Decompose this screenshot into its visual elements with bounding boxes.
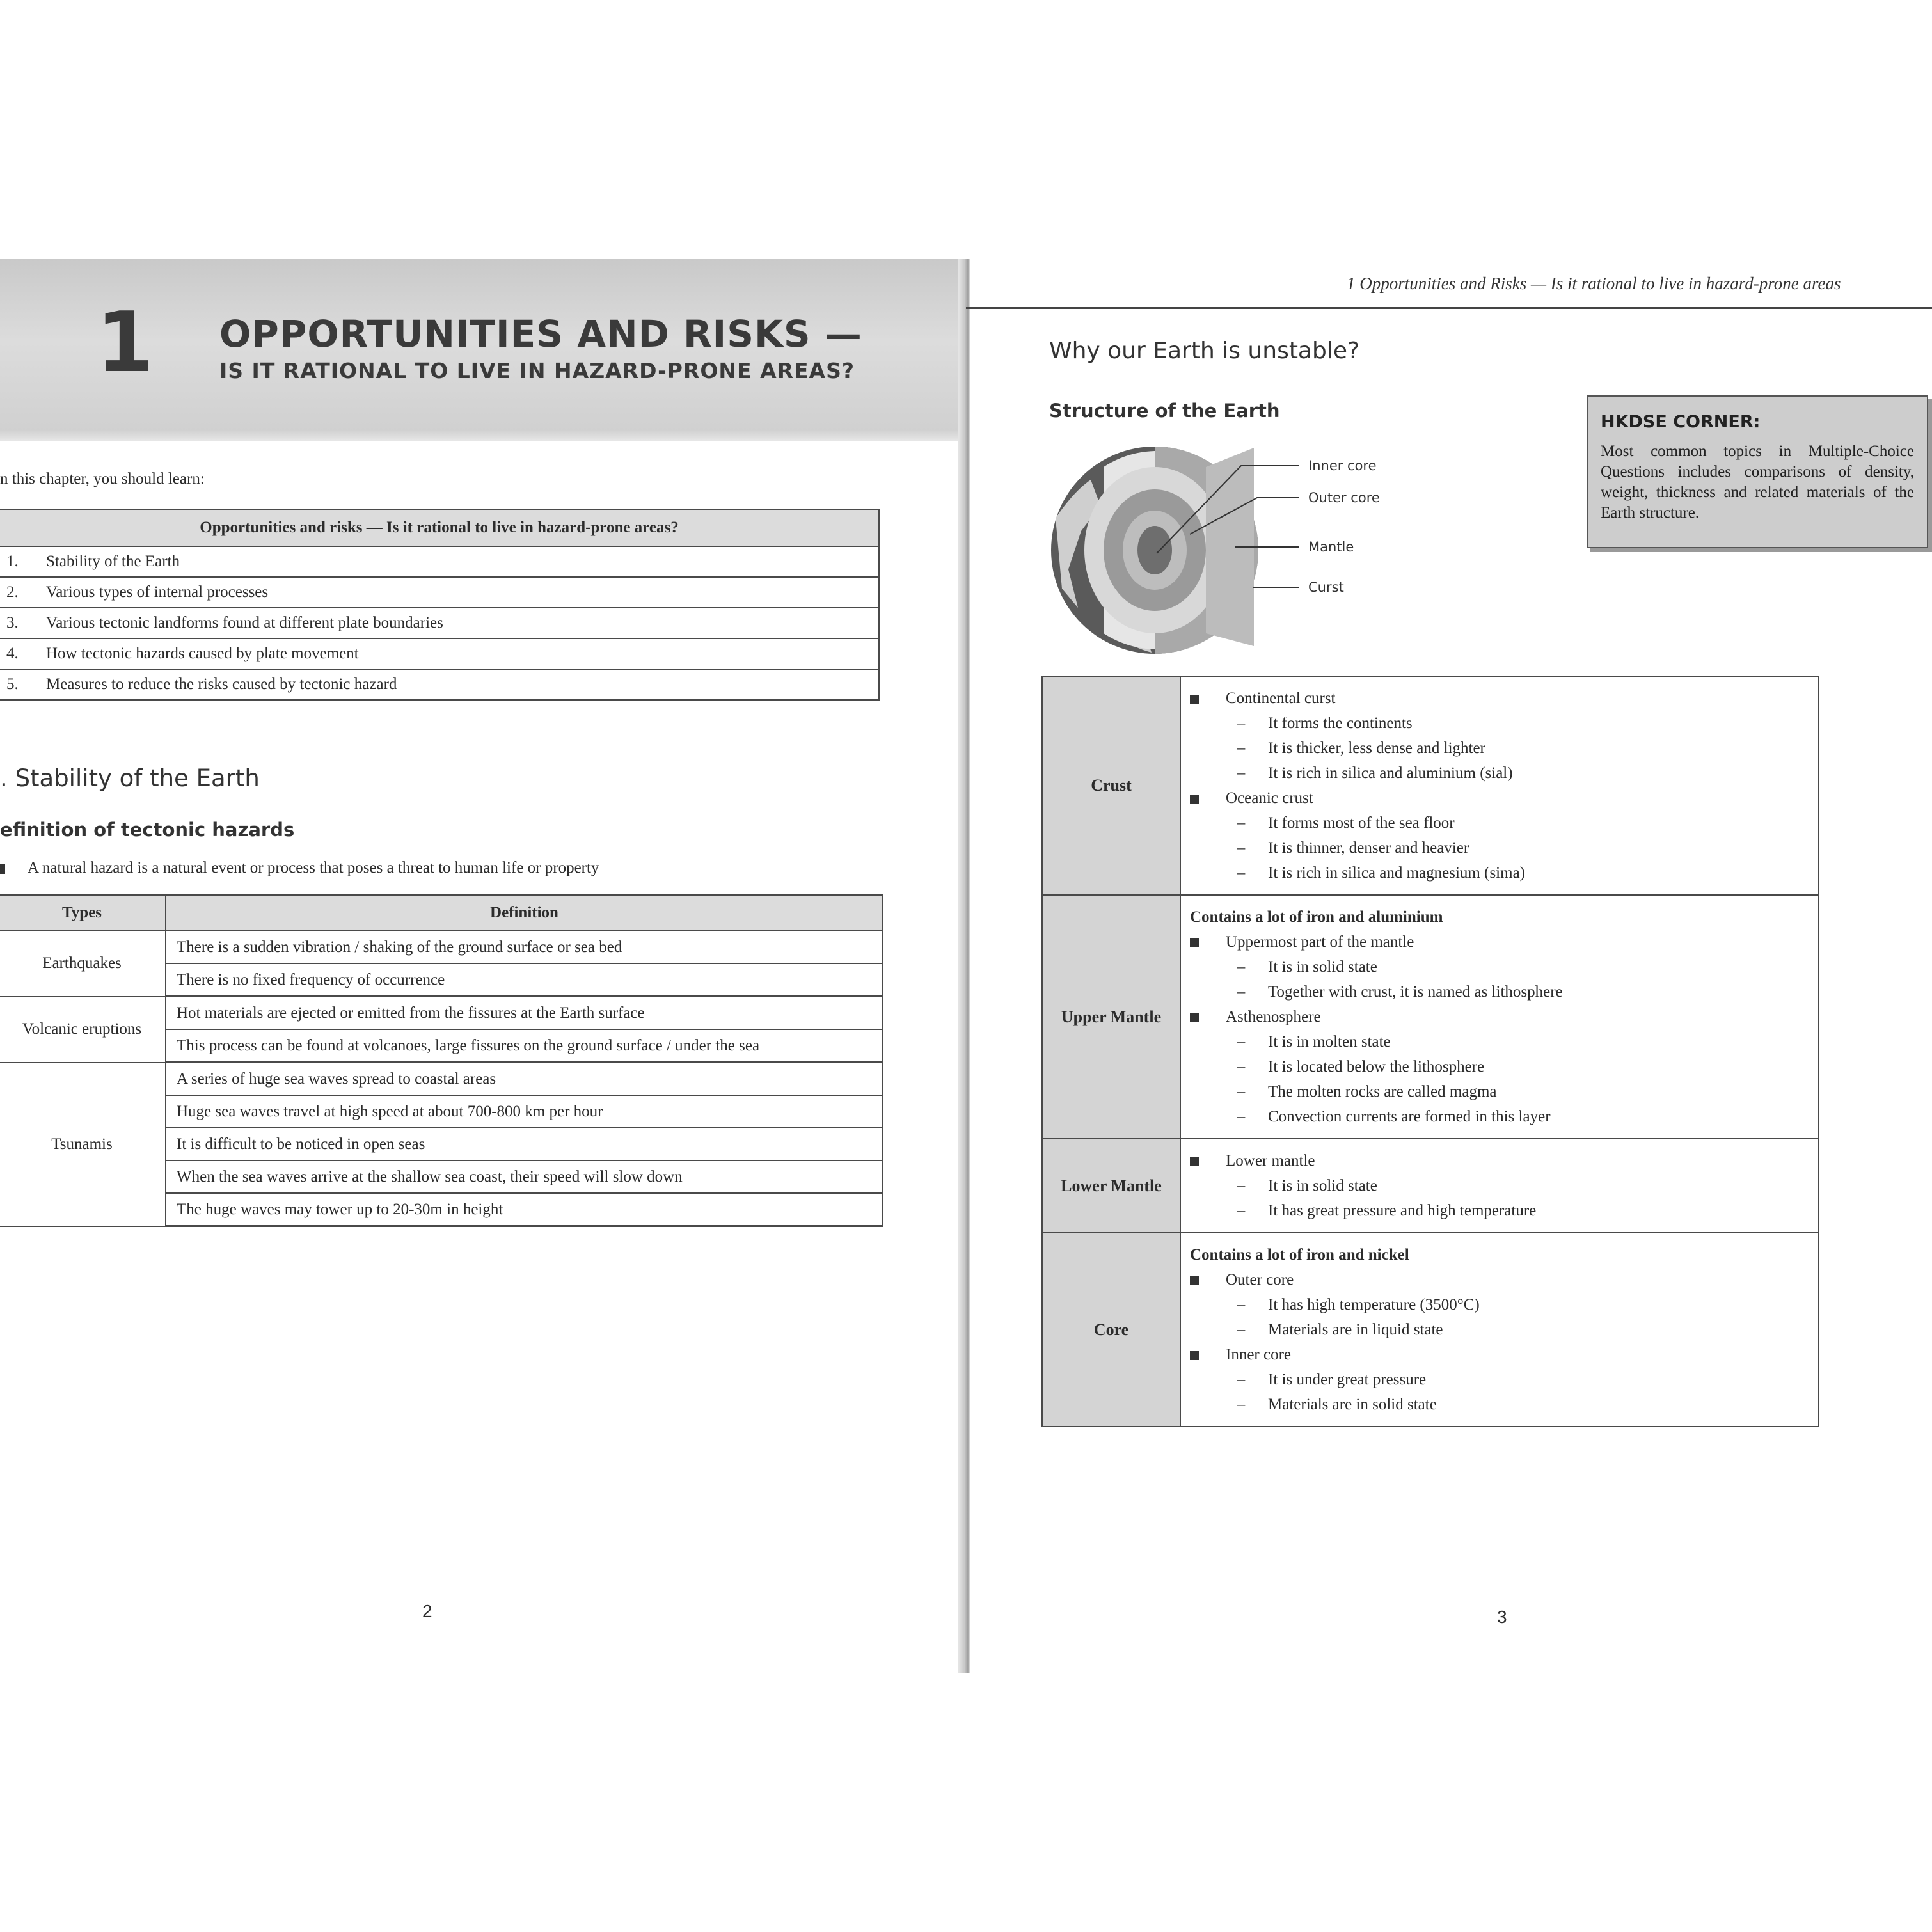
sub-bullet-item	[1190, 1104, 1807, 1129]
row-number: 5.	[0, 669, 40, 700]
chapter-number: 1	[96, 294, 154, 391]
mantle-label: Mantle	[1308, 539, 1354, 555]
bullet-icon	[0, 864, 5, 874]
row-text: Measures to reduce the risks caused by tectonic hazard	[40, 669, 879, 700]
sub-bullet-item	[1190, 1079, 1807, 1104]
sub-bullet-text: Together with crust, it is named as lithosphere	[1268, 983, 1563, 1001]
section-subtitle: efinition of tectonic hazards	[0, 819, 295, 841]
row-text: How tectonic hazards caused by plate movement	[40, 638, 879, 669]
sub-bullet-text: It is located below the lithosphere	[1268, 1058, 1485, 1075]
table-row	[0, 997, 883, 1030]
table-row	[0, 1063, 883, 1096]
crust-label: Curst	[1308, 580, 1344, 595]
header-rule	[966, 307, 1932, 309]
layer-details	[1180, 895, 1819, 1139]
row-number: 3.	[0, 608, 40, 638]
hazard-definition-cell: Hot materials are ejected or emitted from the fissures at the Earth surface	[166, 997, 883, 1030]
table-row	[0, 669, 879, 700]
sub-bullet-text: It is rich in silica and magnesium (sima)	[1268, 864, 1525, 882]
running-head: 1 Opportunities and Risks — Is it rational to live in hazard-prone areas	[1347, 274, 1841, 293]
types-column-header: Types	[0, 895, 166, 931]
sub-bullet-text: It has great pressure and high temperature	[1268, 1202, 1537, 1219]
hazard-type: Volcanic eruptions	[0, 997, 166, 1063]
table-row	[0, 577, 879, 608]
dash-icon: –	[1237, 1033, 1246, 1050]
page-number: 2	[422, 1601, 432, 1621]
hazard-types-table	[0, 894, 883, 1227]
topic-title: Why our Earth is unstable?	[1049, 338, 1360, 364]
hazard-definition-cell: Huge sea waves travel at high speed at about 700-800 km per hour	[166, 1095, 883, 1128]
square-bullet-icon	[1190, 795, 1199, 804]
sub-bullet-text: Materials are in solid state	[1268, 1396, 1437, 1413]
row-number: 4.	[0, 638, 40, 669]
dash-icon: –	[1237, 1202, 1246, 1219]
dash-icon: –	[1237, 1396, 1246, 1413]
sub-bullet-item	[1190, 1198, 1807, 1223]
hazard-definition-cell: It is difficult to be noticed in open seas	[166, 1128, 883, 1160]
sub-bullet-text: It forms the continents	[1268, 715, 1413, 732]
learning-table-header: Opportunities and risks — Is it rational to live in hazard-prone areas?	[0, 509, 879, 546]
layer-heading: Contains a lot of iron and nickel	[1190, 1246, 1409, 1263]
sub-bullet-text: Materials are in liquid state	[1268, 1321, 1443, 1338]
dash-icon: –	[1237, 1108, 1246, 1125]
sub-bullet-item	[1190, 711, 1807, 736]
structure-title: Structure of the Earth	[1049, 400, 1280, 422]
layer-details	[1180, 1139, 1819, 1233]
dash-icon: –	[1237, 715, 1246, 732]
bullet-text: Outer core	[1226, 1271, 1294, 1288]
layer-details	[1180, 1233, 1819, 1427]
layer-name: Lower Mantle	[1042, 1139, 1180, 1233]
hazard-definition-cell: There is no fixed frequency of occurrence	[166, 963, 883, 997]
dash-icon: –	[1237, 958, 1246, 976]
earth-structure-table	[1041, 676, 1819, 1427]
hkdse-corner-box	[1587, 395, 1928, 548]
sub-bullet-text: It is rich in silica and aluminium (sial)	[1268, 764, 1513, 782]
dash-icon: –	[1237, 814, 1246, 832]
row-text: Stability of the Earth	[40, 546, 879, 577]
dash-icon: –	[1237, 1371, 1246, 1388]
layer-name: Crust	[1042, 676, 1180, 895]
bullet-text: Inner core	[1226, 1346, 1292, 1363]
dash-icon: –	[1237, 864, 1246, 882]
sub-bullet-text: It is in molten state	[1268, 1033, 1391, 1050]
hazard-definition	[0, 859, 599, 877]
hazard-type: Tsunamis	[0, 1063, 166, 1226]
square-bullet-icon	[1190, 695, 1199, 704]
bullet-text: Asthenosphere	[1226, 1008, 1321, 1025]
table-row	[0, 546, 879, 577]
row-number: 1.	[0, 546, 40, 577]
sub-bullet-text: It is in solid state	[1268, 958, 1377, 976]
page-number: 3	[1497, 1607, 1507, 1627]
square-bullet-icon	[1190, 1157, 1199, 1166]
table-row	[0, 638, 879, 669]
sub-bullet-text: The molten rocks are called magma	[1268, 1083, 1497, 1100]
hazard-definition-cell: When the sea waves arrive at the shallow sea coast, their speed will slow down	[166, 1160, 883, 1193]
learning-objectives-table	[0, 509, 880, 701]
sub-bullet-item	[1190, 835, 1807, 860]
layer-name: Upper Mantle	[1042, 895, 1180, 1139]
row-text: Various types of internal processes	[40, 577, 879, 608]
sub-bullet-item	[1190, 1392, 1807, 1417]
sub-bullet-item	[1190, 1292, 1807, 1317]
table-row	[1042, 895, 1819, 1139]
layer-heading: Contains a lot of iron and aluminium	[1190, 908, 1443, 926]
square-bullet-icon	[1190, 1351, 1199, 1360]
sub-bullet-text: It is thicker, less dense and lighter	[1268, 740, 1485, 757]
bullet-text: Continental curst	[1226, 690, 1336, 707]
bullet-item	[1190, 1148, 1807, 1173]
sub-bullet-item	[1190, 1029, 1807, 1054]
sub-bullet-item	[1190, 860, 1807, 885]
layer-name: Core	[1042, 1233, 1180, 1427]
sub-bullet-item	[1190, 954, 1807, 979]
sub-bullet-item	[1190, 761, 1807, 786]
hazard-definition-text: A natural hazard is a natural event or process that poses a threat to human life or property	[28, 859, 599, 876]
bullet-item	[1190, 1004, 1807, 1029]
dash-icon: –	[1237, 1177, 1246, 1194]
chapter-title: OPPORTUNITIES AND RISKS —	[219, 312, 862, 356]
table-row	[0, 608, 879, 638]
earth-structure-diagram	[1043, 441, 1395, 659]
bullet-text: Lower mantle	[1226, 1152, 1315, 1169]
dash-icon: –	[1237, 1321, 1246, 1338]
sub-bullet-item	[1190, 1317, 1807, 1342]
earth-globe	[1051, 447, 1258, 654]
square-bullet-icon	[1190, 1013, 1199, 1022]
bullet-item	[1190, 786, 1807, 811]
hazard-definition-cell: The huge waves may tower up to 20-30m in height	[166, 1193, 883, 1226]
table-row	[0, 931, 883, 963]
dash-icon: –	[1237, 764, 1246, 782]
bullet-text: Uppermost part of the mantle	[1226, 933, 1414, 951]
sub-bullet-text: It forms most of the sea floor	[1268, 814, 1455, 832]
hazard-definition-cell: This process can be found at volcanoes, large fissures on the ground surface / under the sea	[166, 1029, 883, 1063]
dash-icon: –	[1237, 983, 1246, 1001]
bullet-item	[1190, 930, 1807, 954]
dash-icon: –	[1237, 740, 1246, 757]
row-text: Various tectonic landforms found at different plate boundaries	[40, 608, 879, 638]
table-row	[1042, 1139, 1819, 1233]
hazard-definition-cell: There is a sudden vibration / shaking of the ground surface or sea bed	[166, 931, 883, 963]
chapter-intro: n this chapter, you should learn:	[0, 470, 205, 487]
chapter-subtitle: IS IT RATIONAL TO LIVE IN HAZARD-PRONE AREAS?	[219, 358, 855, 383]
definition-column-header: Definition	[166, 895, 883, 931]
square-bullet-icon	[1190, 938, 1199, 947]
sub-bullet-text: It is thinner, denser and heavier	[1268, 839, 1469, 857]
hkdse-corner-text: Most common topics in Multiple-Choice Questions includes comparisons of density, weight, thickness and related materials of the Earth structure.	[1601, 443, 1914, 521]
table-row	[1042, 676, 1819, 895]
inner-core-label: Inner core	[1308, 458, 1377, 473]
sub-bullet-item	[1190, 1367, 1807, 1392]
bullet-item	[1190, 686, 1807, 711]
square-bullet-icon	[1190, 1276, 1199, 1285]
dash-icon: –	[1237, 839, 1246, 857]
bullet-item	[1190, 1342, 1807, 1367]
sub-bullet-text: Convection currents are formed in this layer	[1268, 1108, 1551, 1125]
hkdse-corner-title: HKDSE CORNER:	[1601, 412, 1761, 432]
outer-core-label: Outer core	[1308, 490, 1380, 505]
table-row	[1042, 1233, 1819, 1427]
sub-bullet-text: It is in solid state	[1268, 1177, 1377, 1194]
row-number: 2.	[0, 577, 40, 608]
sub-bullet-item	[1190, 979, 1807, 1004]
layer-details	[1180, 676, 1819, 895]
sub-bullet-item	[1190, 1054, 1807, 1079]
sub-bullet-item	[1190, 736, 1807, 761]
book-gutter	[958, 259, 970, 1673]
dash-icon: –	[1237, 1296, 1246, 1313]
sub-bullet-item	[1190, 1173, 1807, 1198]
dash-icon: –	[1237, 1083, 1246, 1100]
hazard-type: Earthquakes	[0, 931, 166, 997]
bullet-item	[1190, 1267, 1807, 1292]
bullet-text: Oceanic crust	[1226, 789, 1313, 807]
sub-bullet-item	[1190, 811, 1807, 835]
section-title: . Stability of the Earth	[0, 764, 260, 792]
hazard-definition-cell: A series of huge sea waves spread to coastal areas	[166, 1063, 883, 1096]
sub-bullet-text: It is under great pressure	[1268, 1371, 1427, 1388]
sub-bullet-text: It has high temperature (3500°C)	[1268, 1296, 1480, 1313]
dash-icon: –	[1237, 1058, 1246, 1075]
